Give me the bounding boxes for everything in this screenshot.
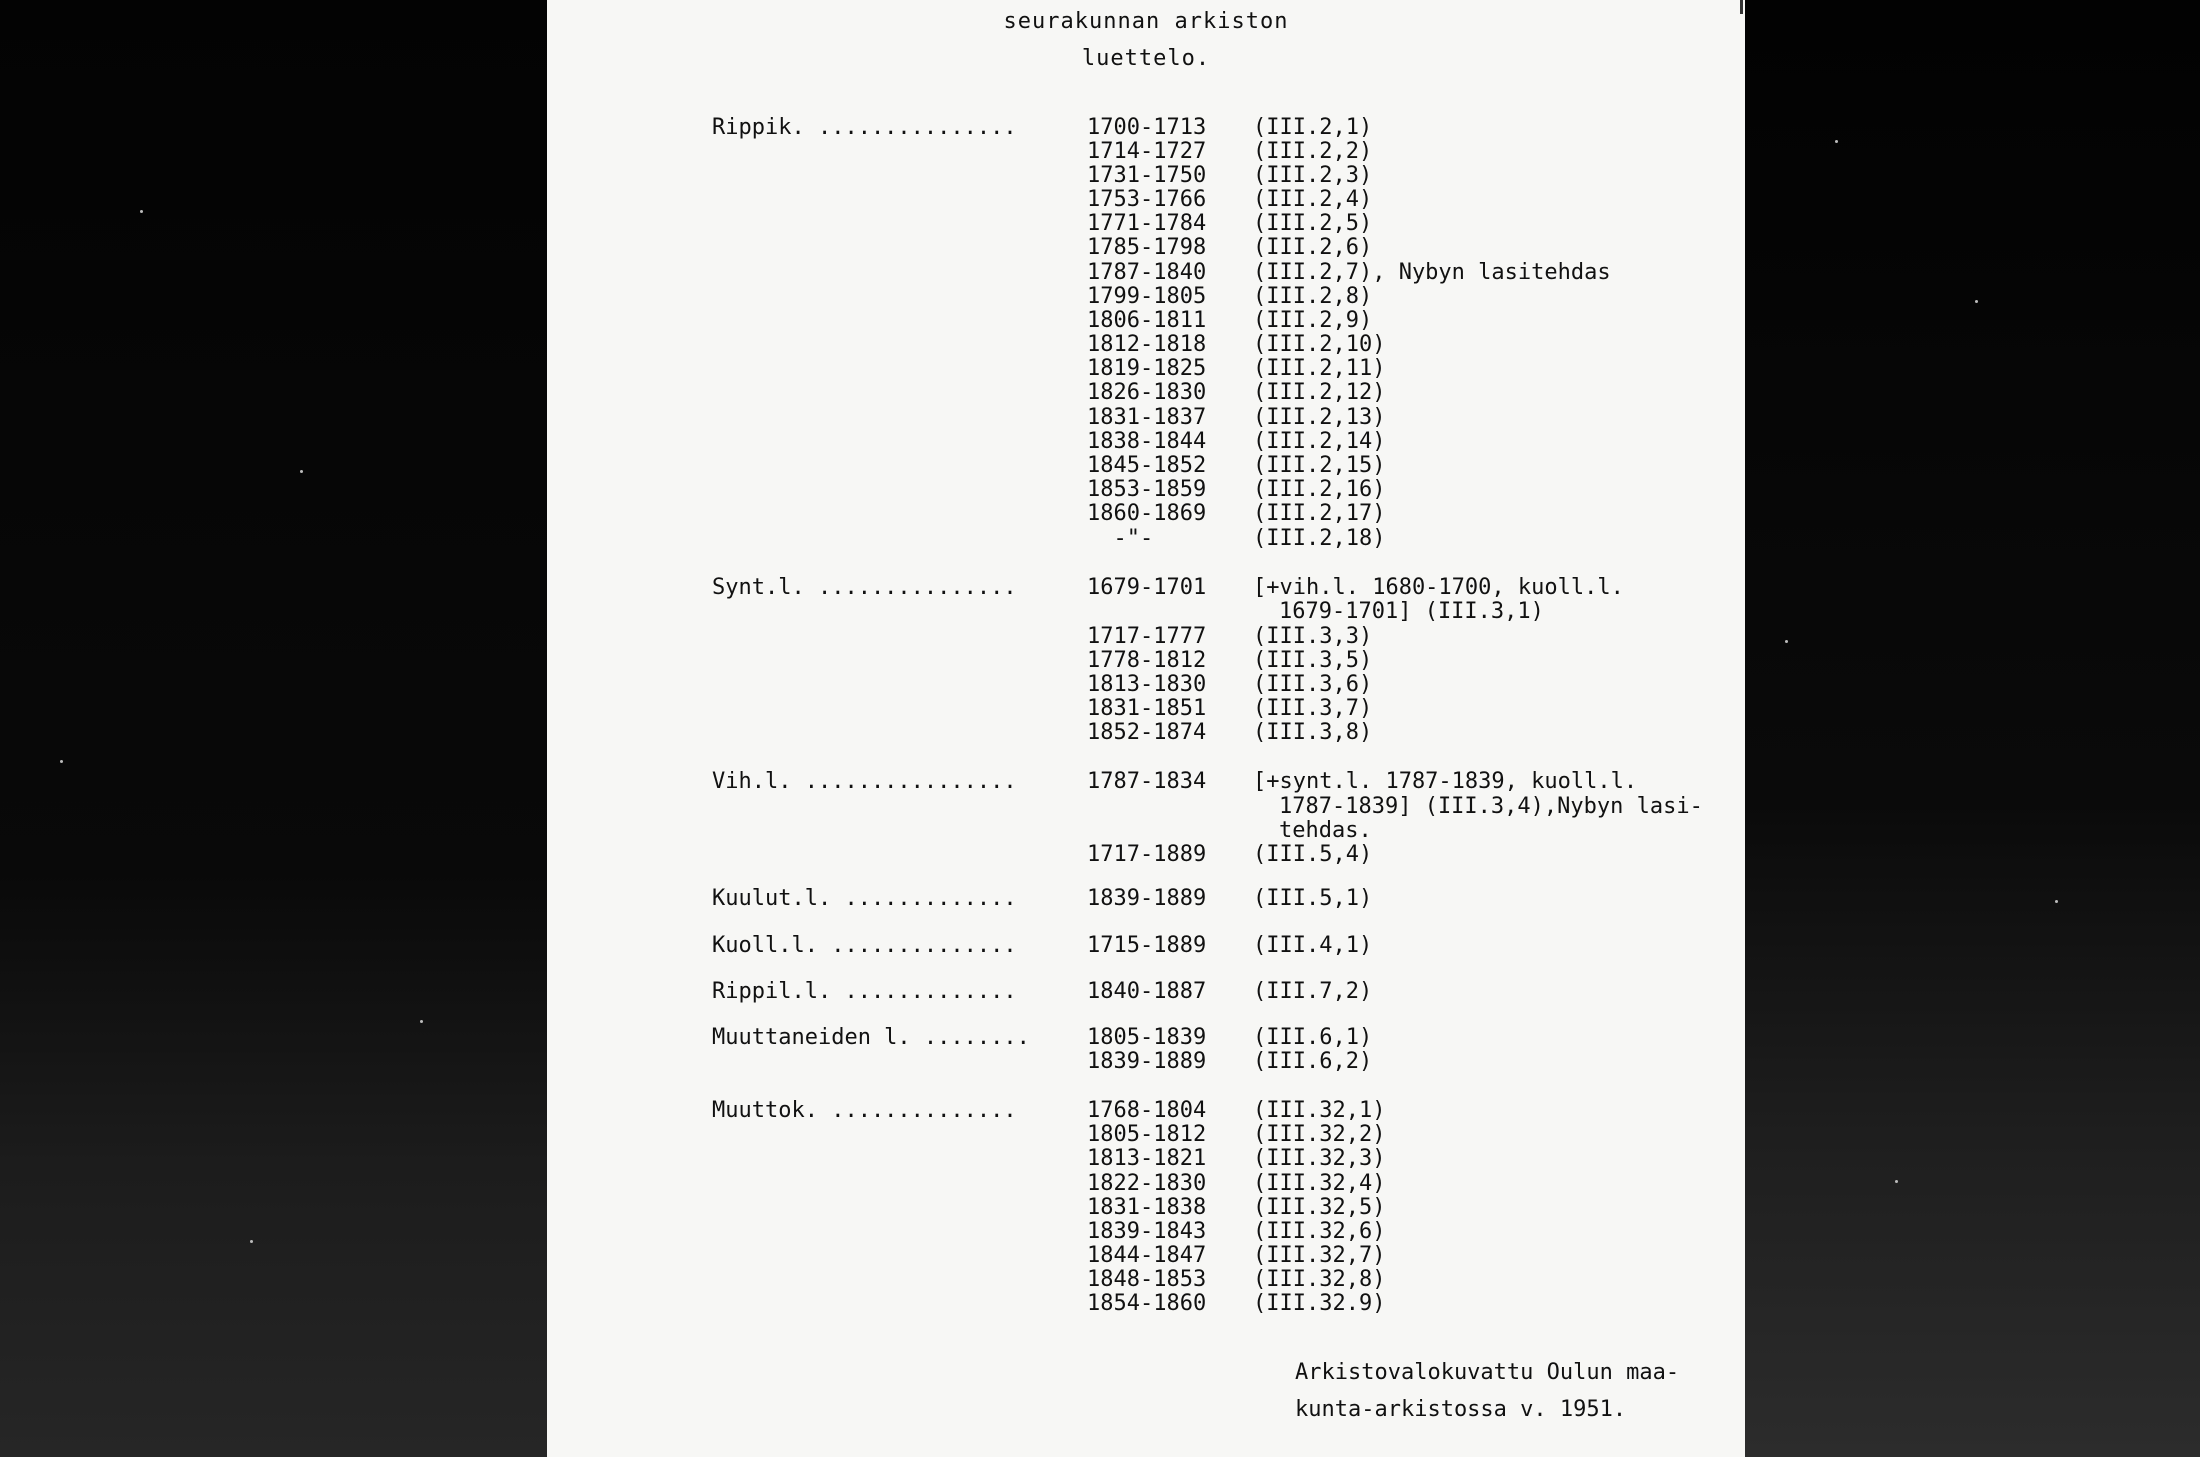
archive-ref: (III.32,5) <box>1253 1195 1386 1220</box>
list-row <box>547 406 1745 430</box>
year-range: 1778-1812 <box>1087 648 1207 673</box>
list-row <box>547 212 1745 236</box>
list-row <box>547 381 1745 405</box>
year-range: 1715-1889 <box>1087 933 1207 958</box>
archive-ref: [+vih.l. 1680-1700, kuoll.l. <box>1253 575 1624 600</box>
archive-note-line-2: kunta-arkistossa v. 1951. <box>1295 1397 1627 1422</box>
year-range: 1805-1839 <box>1087 1025 1207 1050</box>
section-label-syntl: Synt.l. ............... <box>712 575 1017 600</box>
archive-ref: (III.6,2) <box>1253 1049 1373 1074</box>
title-line-2: luettelo. <box>1081 46 1211 71</box>
list-row <box>547 430 1745 454</box>
list-row <box>547 843 1745 867</box>
year-range: 1853-1859 <box>1087 477 1207 502</box>
list-row <box>547 188 1745 212</box>
document-page <box>547 0 1745 1457</box>
archive-ref: (III.2,11) <box>1253 356 1386 381</box>
year-range: 1848-1853 <box>1087 1267 1207 1292</box>
archive-ref: (III.2,14) <box>1253 429 1386 454</box>
archive-ref-continuation: tehdas. <box>1279 818 1372 843</box>
list-row <box>547 1123 1745 1147</box>
section-label-kuulutl: Kuulut.l. ............. <box>712 886 1017 911</box>
list-row <box>547 285 1745 309</box>
archive-ref: (III.2,6) <box>1253 235 1373 260</box>
archive-ref: (III.4,1) <box>1253 933 1373 958</box>
year-range: 1785-1798 <box>1087 235 1207 260</box>
year-range: 1753-1766 <box>1087 187 1207 212</box>
year-range: 1845-1852 <box>1087 453 1207 478</box>
section-label-muuttaneiden: Muuttaneiden l. ........ <box>712 1025 1030 1050</box>
year-range: 1831-1851 <box>1087 696 1207 721</box>
list-row <box>547 140 1745 164</box>
list-row <box>547 1099 1745 1123</box>
archive-ref: (III.32,8) <box>1253 1267 1386 1292</box>
archive-ref-continuation: 1679-1701] (III.3,1) <box>1279 599 1544 624</box>
archive-ref: (III.3,6) <box>1253 672 1373 697</box>
section-label-kuolll: Kuoll.l. .............. <box>712 933 1017 958</box>
year-range: 1839-1889 <box>1087 1049 1207 1074</box>
year-range: 1714-1727 <box>1087 139 1207 164</box>
section-label-rippill: Rippil.l. ............. <box>712 979 1017 1004</box>
archive-ref: (III.3,7) <box>1253 696 1373 721</box>
section-label-vihl: Vih.l. ................ <box>712 769 1017 794</box>
dust-speck <box>1785 640 1788 643</box>
year-range: 1826-1830 <box>1087 380 1207 405</box>
list-row <box>547 1292 1745 1316</box>
list-row <box>547 649 1745 673</box>
year-range: 1787-1840 <box>1087 260 1207 285</box>
archive-ref: (III.6,1) <box>1253 1025 1373 1050</box>
archive-note-line-1: Arkistovalokuvattu Oulun maa- <box>1295 1360 1680 1385</box>
list-row <box>547 934 1745 958</box>
list-row <box>547 673 1745 697</box>
archive-ref: (III.32,2) <box>1253 1122 1386 1147</box>
dust-speck <box>1975 300 1978 303</box>
archive-ref: (III.3,8) <box>1253 720 1373 745</box>
year-range: 1831-1838 <box>1087 1195 1207 1220</box>
archive-ref: (III.3,3) <box>1253 624 1373 649</box>
list-row <box>547 1172 1745 1196</box>
year-range: 1731-1750 <box>1087 163 1207 188</box>
archive-ref: (III.2,1) <box>1253 115 1373 140</box>
dust-speck <box>140 210 143 213</box>
section-label-muuttok: Muuttok. .............. <box>712 1098 1017 1123</box>
list-row <box>547 309 1745 333</box>
year-range: 1787-1834 <box>1087 769 1207 794</box>
dust-speck <box>2055 900 2058 903</box>
year-range: 1812-1818 <box>1087 332 1207 357</box>
year-range: 1839-1889 <box>1087 886 1207 911</box>
section-label-rippik: Rippik. ............... <box>712 115 1017 140</box>
archive-ref-continuation: 1787-1839] (III.3,4),Nybyn lasi- <box>1279 794 1703 819</box>
list-row <box>547 600 1745 624</box>
list-row <box>547 502 1745 526</box>
year-range: 1852-1874 <box>1087 720 1207 745</box>
dust-speck <box>1895 1180 1898 1183</box>
archive-ref: (III.32,6) <box>1253 1219 1386 1244</box>
year-range: 1700-1713 <box>1087 115 1207 140</box>
year-range: 1831-1837 <box>1087 405 1207 430</box>
archive-ref: (III.2,12) <box>1253 380 1386 405</box>
archive-ref: (III.32,3) <box>1253 1146 1386 1171</box>
list-row <box>547 236 1745 260</box>
list-row <box>547 819 1745 843</box>
list-row <box>547 795 1745 819</box>
archive-ref: (III.32,1) <box>1253 1098 1386 1123</box>
dust-speck <box>420 1020 423 1023</box>
year-range: 1813-1830 <box>1087 672 1207 697</box>
archive-ref: (III.2,2) <box>1253 139 1373 164</box>
list-row <box>547 261 1745 285</box>
archive-ref: (III.2,15) <box>1253 453 1386 478</box>
year-range: 1799-1805 <box>1087 284 1207 309</box>
list-row <box>547 478 1745 502</box>
list-row <box>547 1196 1745 1220</box>
year-range: 1854-1860 <box>1087 1291 1207 1316</box>
scan-background-right <box>1745 0 2200 1457</box>
list-row <box>547 333 1745 357</box>
year-range: 1838-1844 <box>1087 429 1207 454</box>
list-row <box>547 887 1745 911</box>
year-range: 1840-1887 <box>1087 979 1207 1004</box>
archive-ref: (III.32.9) <box>1253 1291 1386 1316</box>
archive-ref: (III.2,16) <box>1253 477 1386 502</box>
archive-ref: (III.32,4) <box>1253 1171 1386 1196</box>
list-row <box>547 357 1745 381</box>
year-range: 1813-1821 <box>1087 1146 1207 1171</box>
list-row <box>547 721 1745 745</box>
archive-ref: (III.2,10) <box>1253 332 1386 357</box>
archive-ref: (III.2,18) <box>1253 526 1386 551</box>
dust-speck <box>250 1240 253 1243</box>
list-row <box>547 697 1745 721</box>
year-range: 1844-1847 <box>1087 1243 1207 1268</box>
archive-ref: (III.2,17) <box>1253 501 1386 526</box>
list-row <box>547 980 1745 1004</box>
archive-ref: (III.32,7) <box>1253 1243 1386 1268</box>
year-range: 1860-1869 <box>1087 501 1207 526</box>
list-row <box>547 770 1745 794</box>
scan-background-left <box>0 0 547 1457</box>
list-row <box>547 1147 1745 1171</box>
archive-ref: (III.2,4) <box>1253 187 1373 212</box>
archive-ref: (III.7,2) <box>1253 979 1373 1004</box>
list-row <box>547 1268 1745 1292</box>
list-row <box>547 116 1745 140</box>
list-row <box>547 576 1745 600</box>
archive-ref: [+synt.l. 1787-1839, kuoll.l. <box>1253 769 1638 794</box>
archive-ref: (III.2,5) <box>1253 211 1373 236</box>
year-range: 1806-1811 <box>1087 308 1207 333</box>
archive-ref: (III.2,13) <box>1253 405 1386 430</box>
dust-speck <box>300 470 303 473</box>
year-range: 1768-1804 <box>1087 1098 1207 1123</box>
title-line-1: seurakunnan arkiston <box>1003 9 1289 34</box>
archive-ref: (III.2,7), Nybyn lasitehdas <box>1253 260 1611 285</box>
list-row <box>547 454 1745 478</box>
year-range: 1819-1825 <box>1087 356 1207 381</box>
list-row <box>547 625 1745 649</box>
year-range: 1771-1784 <box>1087 211 1207 236</box>
year-range: 1805-1812 <box>1087 1122 1207 1147</box>
typed-list <box>547 0 1745 1457</box>
archive-ref: (III.3,5) <box>1253 648 1373 673</box>
list-row <box>547 164 1745 188</box>
archive-ref: (III.2,8) <box>1253 284 1373 309</box>
year-range: 1717-1777 <box>1087 624 1207 649</box>
year-range: 1839-1843 <box>1087 1219 1207 1244</box>
list-row <box>547 1244 1745 1268</box>
list-row <box>547 1050 1745 1074</box>
archive-ref: (III.2,3) <box>1253 163 1373 188</box>
archive-ref: (III.5,1) <box>1253 886 1373 911</box>
archive-ref: (III.5,4) <box>1253 842 1373 867</box>
year-range: 1679-1701 <box>1087 575 1207 600</box>
archive-ref: (III.2,9) <box>1253 308 1373 333</box>
dust-speck <box>1835 140 1838 143</box>
year-range: 1822-1830 <box>1087 1171 1207 1196</box>
dust-speck <box>60 760 63 763</box>
list-row <box>547 1220 1745 1244</box>
list-row <box>547 527 1745 551</box>
year-range: -"- <box>1087 526 1154 551</box>
year-range: 1717-1889 <box>1087 842 1207 867</box>
list-row <box>547 1026 1745 1050</box>
